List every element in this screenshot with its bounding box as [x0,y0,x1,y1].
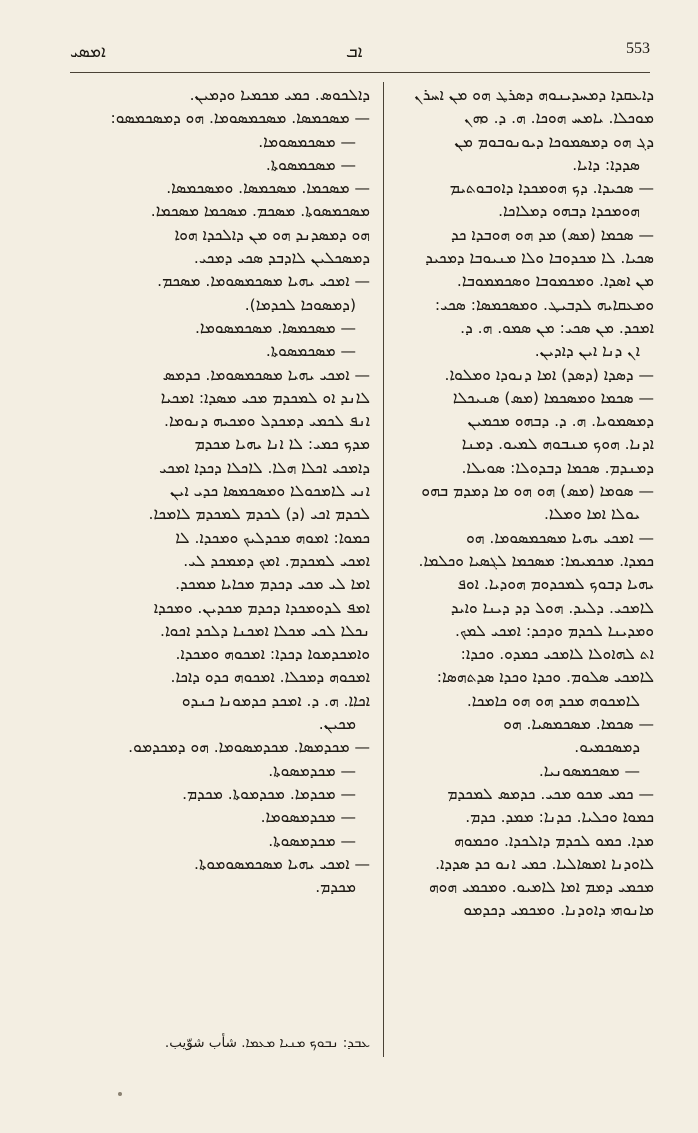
dictionary-line: — ܐܡܟܝ ܝܗܝܐ ܡܣܟܡܣܘܡܘܬܐ. [194,854,370,873]
page-header [70,40,650,68]
dictionary-line: ܕܐܡܟܝ ܐܟܠܐ ܗܠܐ. ܠܐܟܠܐ ܕܟܕܐ ܐܡܟܝ [159,458,370,477]
dictionary-line: ܐܡܟܕ. ܡܢ ܣܟܝ: ܡܢ ܣܡܘ. ܗ. ܕ. [460,318,654,337]
dictionary-line: — ܡܣܟܡܣܐ. ܡܣܟܡܣܘܡܐ. ܗܘ ܕܡܣܟܡܣܘ: [110,109,370,128]
dictionary-line: ܠܐܡܟܝ ܣܠܘܡ. ܘܟܕܐ ܘܟܕܐ ܣܕܬܗܣܐ: [436,668,654,687]
dictionary-line: — ܡܟܕܡܣܘܬܐ. [268,761,356,780]
dictionary-line: ܠܐܘܕܢܐ ܐܡܣܐܠܝܐ. ܟܡܝ ܐܢܘ ܟܕ ܣܕܕܐ. [435,854,654,873]
dictionary-line: ܘܐܡܟܕܡܘܐ ܕܟܕܐ: ܐܡܟܘܗ ܘܡܟܕܐ. [175,645,370,664]
dictionary-line: ܐܡܦ ܠܕܘܡܟܕܐ ܕܟܕܡ ܡܟܕܝܢ. ܘܡܟܕܐ [153,598,370,617]
dictionary-line: — ܡܣܟܡܣܘܬܐ. [265,342,356,361]
dictionary-line: ܘܡܥܩܐܝܗ ܠܕܒܝܛ. ܘܡܣܟܡܣܐ: ܣܟܝ: [434,295,654,314]
dictionary-line: — ܣܟܡܐ ܘܡܣܟܡܐ (ܡܣ) ܣܢܝܟܠܐ [452,388,654,407]
dictionary-line: — ܡܣܟܡܣܐ. ܡܣܟܡܣܘܡܐ. [194,318,356,337]
dictionary-line: ܐܡܟܝ ܠܡܟܕܡ. ܐܡܟ ܕܡܡܟܕ ܠܝ. [183,551,370,570]
dictionary-line: ܐܟܐܐ. ܗ. ܕ. ܐܡܟܕ ܟܕܡܘܢܐ ܟܢܕܘ [181,691,370,710]
left-column [70,84,370,1059]
ink-dot [118,1092,122,1096]
dictionary-line: — ܡܟܕܡܣܐ. ܡܟܕܡܣܘܡܐ. ܗܘ ܕܡܟܕܡܘ. [128,738,370,757]
dictionary-line: — ܣܟܡܐ. ܡܣܟܡܣܝܐ. ܗܘ [503,715,654,734]
dictionary-line: ܡܕܟ ܟܡܝ: ܠܐ ܐܢܐ ܝܗܝܐ ܡܟܕܡ [194,435,370,454]
dictionary-line: — ܐܡܟܝ ܝܗܝܐ ܡܣܟܡܣܘܡܐ. ܟܕܡܣ [162,365,370,384]
dictionary-line: ܣܟܝܐ. ܠܐ ܡܟܕܘܒܐ ܘܠܐ ܡܢܝܘܒܐ ܕܡܟܝܕ [425,249,654,268]
dictionary-line: ܐܢ ܕܢܐ ܐܝܢ ܕܐܕܝܢ. [534,342,640,361]
dictionary-line: — ܕܣܕܐ (ܕܣܕ) ܐܡܐ ܕܢܘܕܐ ܘܡܠܘܐ. [444,365,654,384]
dictionary-line: — ܣܟܡܐ (ܡܣ) ܡܕ ܗܘ ܗܘܒܕܐ ܟܕ [451,225,654,244]
dictionary-line: ܠܐܡܟܘܗ ܡܟܕ ܗܘ ܗܘ ܟܐܡܟܐ. [466,691,640,710]
header-rule [70,72,650,73]
dictionary-line: ܐܢܦ ܠܟܡܝ ܕܡܟܕܠ ܘܡܟܝܗ ܕܢܘܡܐ. [164,412,370,431]
dictionary-line: ܟܡܕܐ. ܡܟܡܝܡܐ: ܡܣܟܡܐ ܠܓܣܝܐ ܘܟܠܡܐ. [418,551,654,570]
footer-line: ܥܒܕ: ܢܒܘܟ ܡܢܝܐ ܡܥܡܐ. شأب شوّيب. [164,1035,370,1051]
dictionary-line: ܘܡܕܝܢܐ ܠܟܕܡ ܘܕܟܕ: ܐܡܟܝ ܠܡܟ. [455,621,654,640]
dictionary-line: ܠܟܕܡ ܐܟܝ (ܕ) ܠܟܕܡ ܠܡܟܕܡ ܠܐܡܟܐ. [148,505,370,524]
dictionary-line: ܐܡܟܘܗ ܕܡܟܠܐ. ܐܡܟܘܗ ܟܕܘ ܕܐܟܐ. [170,668,370,687]
right-column [392,84,654,1059]
dictionary-line: ܝܘܠܐ ܐܡܐ ܘܡܠܐ. [544,505,640,524]
dictionary-line: ܐܬ ܠܗܐܘܠܐ ܠܐܡܟܝ ܟܡܕܘ. ܘܟܕܐ: [460,645,654,664]
dictionary-line: ܕܡܣܡܘܝܐ. ܗ. ܕ. ܕܒܗܘ ܡܟܡܝܢ [467,412,654,431]
dictionary-line: ܟܡܘܐ: ܐܡܘܗ ܡܟܕܠܝܟ ܘܡܟܕܐ. ܠܐ [175,528,370,547]
dictionary-line: ܕܡܣܟܡܝܘ. [574,738,640,757]
page-number: 553 [626,40,650,57]
dictionary-line: ܡܢ ܐܣܕܐ. ܘܡܟܡܘܒܐ ܘܣܟܡܡܘܒܐ. [456,272,654,291]
dictionary-line: ܕܐܥܩܕܐ ܕܡܚܕܝܢܘܗ ܕܣܪܛ ܗܘ ܡܢ ܐܚܪܢ [414,86,654,104]
column-divider [383,82,384,1057]
dictionary-line: ܡܟܡܝ ܕܡܡ ܐܡܐ ܠܐܡܝܘ. ܘܡܟܡܝ ܗܘܗ [428,878,654,897]
dictionary-line: ܠܐܡܟܝ. ܕܠܝܕ. ܗܘܠ ܕܕ ܕܝܢܐ ܘܐܝܕ [450,598,654,617]
dictionary-line: ܕܐܠܟܘܣ. ܟܡܝ ܡܟܡܝܐ ܘܕܡܝܢ. [189,86,370,104]
dictionary-line: ܡܣܟܡܣܘܬܐ. ܡܣܟܡ. ܡܣܟܡܐ ܡܣܟܡܐ. [150,202,370,221]
running-head-left: ܐܡܣܝ [70,42,106,62]
dictionary-line: ܗܘ ܕܡܣܕܢܕ ܗܘ ܡܢ ܕܐܠܟܕܐ ܗܘܐ [174,225,370,244]
dictionary-line: — ܣܘܡܐ (ܡܣ) ܗܘ ܗܘ ܡܐ ܕܡܕܡ ܒܗܘ [421,482,654,501]
dictionary-line: ܟܡܘܐ ܘܟܠܝܐ. ܟܕܢܐ: ܡܡܕ. ܟܕܡ. [465,808,654,827]
dictionary-line: ܡܐܢܘܗܝ ܕܐܘܕܢܐ. ܘܡܟܡܝ ܕܟܕܡܘ [463,901,654,920]
dictionary-line: — ܡܣܟܡܣܘܢܝܐ. [538,761,640,780]
dictionary-line: ܕܡܢܕܡ. ܣܟܡܐ ܕܒܕܘܠܐ: ܣܘܝܠܐ. [461,458,654,477]
dictionary-line: ܡܘܟܠܐ. ܝܐܡܚ ܗܘܟܐ. ܗ. ܕ. ܘܗܢ [464,109,654,128]
dictionary-line: — ܣܟܝܕܐ. ܕܟ ܗܘܡܟܕܐ ܕܐܘܒܘܬܝܡ [449,179,654,198]
dictionary-line: — ܡܟܕܡܣܘܬܐ. [268,831,356,850]
dictionary-line: — ܐܡܟܝ ܝܗܝܐ ܡܣܟܡܣܘܡܐ. ܗܘ [466,528,654,547]
dictionary-line: ܐܕܢܐ. ܗܘܟ ܡܢܒܘܗ ܠܡܝܘ. ܕܡܢܐ [461,435,654,454]
dictionary-line: — ܡܣܟܡܣܘܡܐ. [258,132,356,151]
dictionary-line: ܗܘܡܟܕܐ ܕܒܗܘ ܕܡܠܐܟܐ. [498,202,640,221]
dictionary-line: ܠܐܢܕ ܐܘ ܠܡܟܕܡ ܡܟܝ ܡܣܕܐ: ܐܡܟܝܐ [160,388,370,407]
dictionary-line: — ܟܡܝ ܡܟܘ ܡܟܝ. ܟܕܡܣ ܠܡܟܕܡ [447,784,654,803]
dictionary-line: — ܡܣܟܡܐ. ܡܣܟܡܣܐ. ܘܡܣܟܡܣܐ. [166,179,370,198]
dictionary-line: — ܡܟܕܡܐ. ܡܟܕܡܘܬܐ. ܡܟܕܡ. [182,784,356,803]
dictionary-line: ܡܟܕܡ. [315,878,356,897]
dictionary-line: ܡܕܐ. ܟܡܘ ܠܟܕܡ ܕܐܠܟܕܐ. ܘܟܡܘܗ [454,831,654,850]
dictionary-line: (ܕܡܣܘܟܐ ܠܟܕܡܐ). [244,295,356,314]
dictionary-line: ܝܗܝܐ ܕܒܘܟ ܠܡܟܕܘܡ ܗܘܕܝܐ. ܐܘܦ [457,575,654,594]
dictionary-line: ܕܡܣܟܠܝܢ ܠܐܕܒܕ ܣܟܝ ܕܡܟܝ. [193,249,370,268]
dictionary-line: — ܐܡܟܝ ܝܗܝܐ ܡܣܟܡܣܘܡܐ. ܡܣܟܡ. [157,272,370,291]
running-head-center: ܐܒ [346,42,363,62]
dictionary-line: ܢܟܠܐ ܠܟܝ ܡܟܠܐ ܐܡܟܢܐ ܕܠܟܕ ܐܟܘܐ. [160,621,370,640]
dictionary-line: — ܡܣܟܡܣܘܬܐ. [265,155,356,174]
dictionary-line: — ܡܟܕܡܣܘܡܐ. [260,808,356,827]
dictionary-line: ܐܡܐ ܠܝ ܡܟܝ ܕܟܕܡ ܡܟܐܝܐ ܡܡܟܕ. [175,575,370,594]
dictionary-line: ܣܕܕܐ: ܕܐܝܐ. [572,155,640,174]
dictionary-line: ܕܓ ܗܘ ܕܡܣܡܘܟܐ ܕܝܘܢܘܒܘܡ ܡܢ [454,132,654,151]
dictionary-line: ܡܟܝܢ. [318,715,356,734]
dictionary-line: ܐܢܝ ܠܐܡܟܘܠܐ ܘܡܣܟܡܣܐ ܟܕܝ ܐܝܢ [170,482,370,501]
